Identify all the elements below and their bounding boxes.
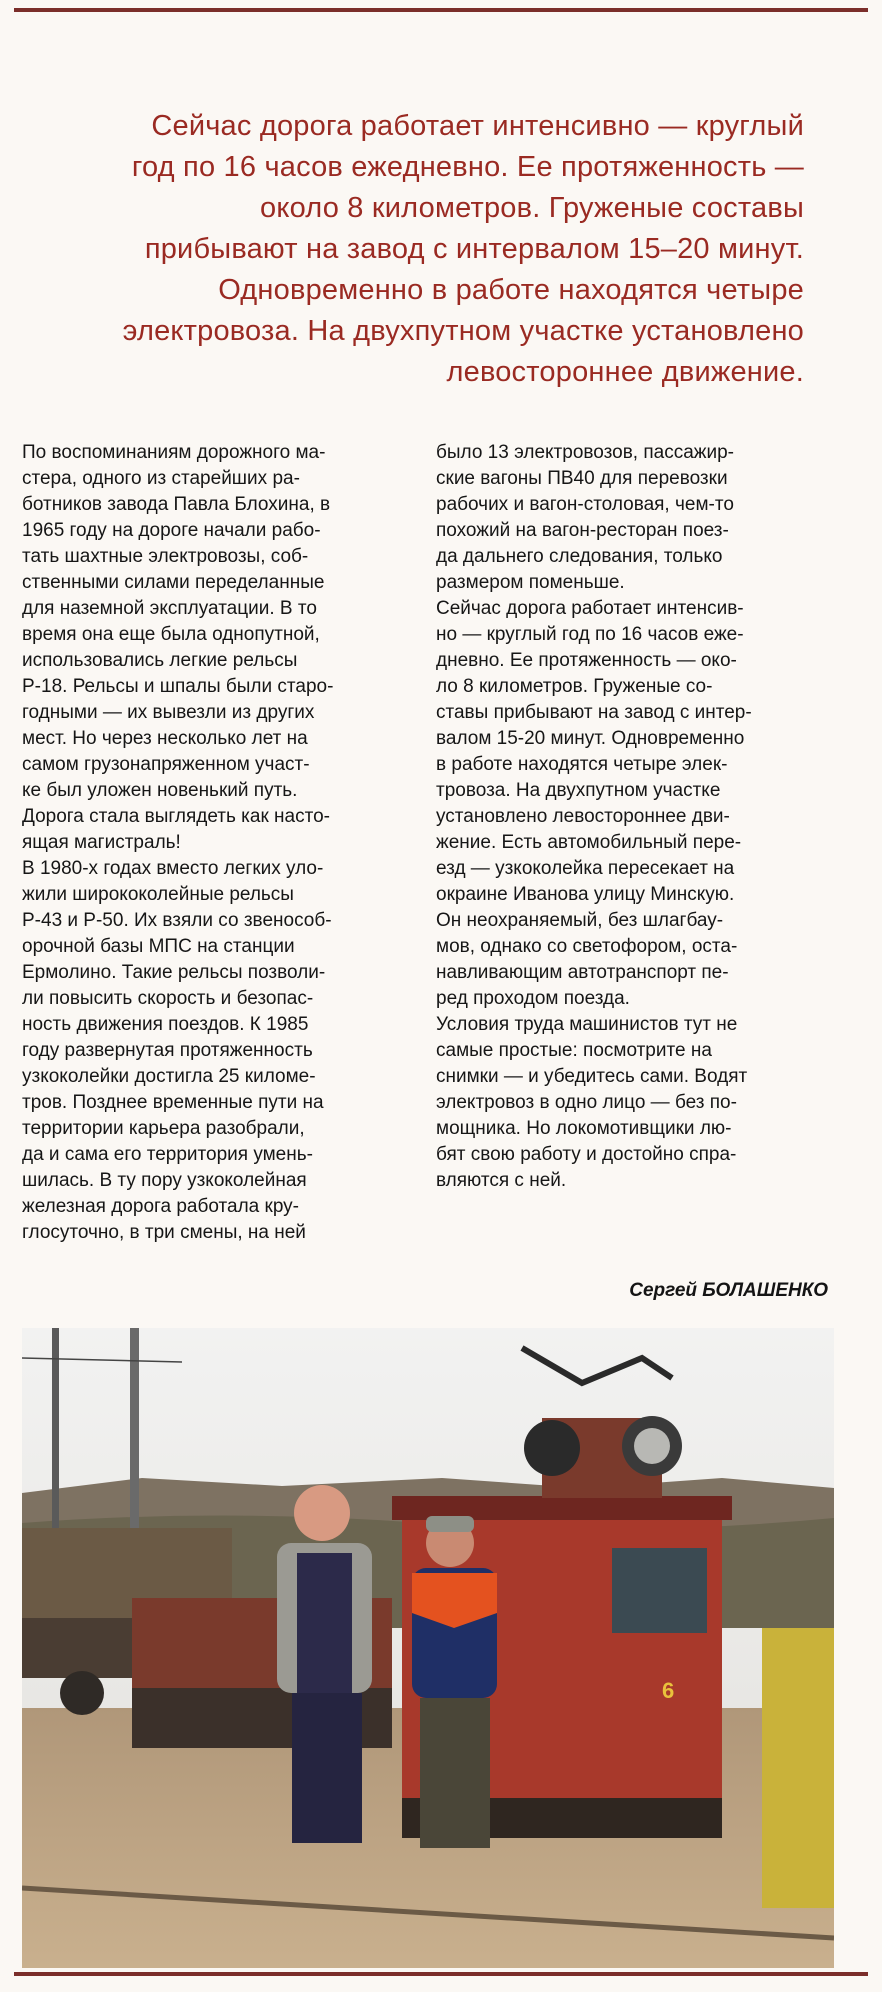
text-line: было 13 электровозов, пассажир- (436, 442, 734, 463)
pull-quote-line: Одновременно в работе находятся четыре (218, 274, 804, 306)
text-line: жили ширококолейные рельсы (22, 884, 294, 905)
text-line: мощника. Но локомотивщики лю- (436, 1118, 732, 1139)
text-line: годными — их вывезли из других (22, 702, 315, 723)
text-line: для наземной эксплуатации. В то (22, 598, 317, 619)
text-line: шилась. В ту пору узкоколейная (22, 1170, 307, 1191)
text-line: использовались легкие рельсы (22, 650, 298, 671)
person-head (294, 1485, 350, 1541)
text-line: ли повысить скорость и безопас- (22, 988, 314, 1009)
text-line: ке был уложен новенький путь. (22, 780, 298, 801)
text-line: глосуточно, в три смены, на ней (22, 1222, 306, 1243)
text-line: время она еще была однопутной, (22, 624, 320, 645)
text-line: году развернутая протяженность (22, 1040, 313, 1061)
text-line: ред проходом поезда. (436, 988, 630, 1009)
text-line: похожий на вагон-ресторан поез- (436, 520, 729, 541)
text-line: самом грузонапряженном участ- (22, 754, 310, 775)
text-line: Р-43 и Р-50. Их взяли со звенособ- (22, 910, 332, 931)
text-line: окраине Иванова улицу Минскую. (436, 884, 735, 905)
text-line: валом 15-20 минут. Одновременно (436, 728, 745, 749)
article-column-right (436, 440, 837, 1194)
text-line: навливающим автотранспорт пе- (436, 962, 729, 983)
text-line: Р-18. Рельсы и шпалы были старо- (22, 676, 334, 697)
text-line: ность движения поездов. К 1985 (22, 1014, 309, 1035)
yellow-locomotive (762, 1628, 834, 1908)
wheel (60, 1671, 104, 1715)
author-byline: Сергей БОЛАШЕНКО (629, 1280, 828, 1301)
text-line: Он неохраняемый, без шлагбау- (436, 910, 724, 931)
text-line: электровоз в одно лицо — без по- (436, 1092, 737, 1113)
text-line: По воспоминаниям дорожного ма- (22, 442, 326, 463)
text-line: ящая магистраль! (22, 832, 181, 853)
headlamp-lens (634, 1428, 670, 1464)
pull-quote-line: прибывают на завод с интервалом 15–20 минут. (144, 233, 804, 265)
person-legs (420, 1698, 490, 1848)
top-rule (14, 8, 868, 12)
pull-quote-line: электровоза. На двухпутном участке установлено (122, 315, 804, 347)
text-line: территории карьера разобрали, (22, 1118, 305, 1139)
text-line: дневно. Ее протяженность — око- (436, 650, 737, 671)
text-line: снимки — и убедитесь сами. Водят (436, 1066, 748, 1087)
text-line: езд — узкоколейка пересекает на (436, 858, 735, 879)
pull-quote-line: Сейчас дорога работает интенсивно — круглый (151, 110, 804, 142)
text-line: узкоколейки достигла 25 киломе- (22, 1066, 316, 1087)
pull-quote-line: около 8 километров. Груженые составы (260, 192, 804, 224)
text-line: тать шахтные электровозы, соб- (22, 546, 309, 567)
text-line: ло 8 километров. Груженые со- (436, 676, 713, 697)
pull-quote-line: год по 16 часов ежедневно. Ее протяженность — (131, 151, 804, 183)
pull-quote-line: левостороннее движение. (446, 356, 804, 388)
text-line: ботников завода Павла Блохина, в (22, 494, 331, 515)
locomotive-window (612, 1548, 707, 1633)
pole-1 (52, 1328, 59, 1528)
person-overalls (297, 1553, 352, 1703)
text-line: да дальнего следования, только (436, 546, 723, 567)
text-line: установлено левостороннее дви- (436, 806, 730, 827)
text-line: В 1980-х годах вместо легких уло- (22, 858, 324, 879)
text-line: размером поменьше. (436, 572, 625, 593)
text-line: да и сама его территория умень- (22, 1144, 313, 1165)
text-line: мест. Но через несколько лет на (22, 728, 308, 749)
article-column-left (22, 440, 423, 1246)
text-line: ские вагоны ПВ40 для перевозки (436, 468, 728, 489)
locomotive-photo (22, 1328, 834, 1968)
text-line: мов, однако со светофором, оста- (436, 936, 738, 957)
text-line: Условия труда машинистов тут не (436, 1014, 738, 1035)
text-line: Ермолино. Такие рельсы позволи- (22, 962, 326, 983)
text-line: вляются с ней. (436, 1170, 567, 1191)
bottom-rule (14, 1972, 868, 1976)
headlamp-left (524, 1420, 580, 1476)
text-line: ставы прибывают на завод с интер- (436, 702, 752, 723)
text-line: тров. Позднее временные пути на (22, 1092, 324, 1113)
text-line: но — круглый год по 16 часов еже- (436, 624, 744, 645)
text-line: рабочих и вагон-столовая, чем-то (436, 494, 734, 515)
text-line: 1965 году на дороге начали рабо- (22, 520, 321, 541)
pull-quote (40, 106, 804, 393)
locomotive-number: 6 (662, 1678, 675, 1703)
text-line: орочной базы МПС на станции (22, 936, 295, 957)
text-line: Дорога стала выглядеть как насто- (22, 806, 330, 827)
text-line: тровоза. На двухпутном участке (436, 780, 721, 801)
pole-2 (130, 1328, 139, 1538)
text-line: самые простые: посмотрите на (436, 1040, 712, 1061)
text-line: в работе находятся четыре элек- (436, 754, 728, 775)
text-line: бят свою работу и достойно спра- (436, 1144, 737, 1165)
text-line: жение. Есть автомобильный пере- (436, 832, 742, 853)
text-line: ственными силами переделанные (22, 572, 325, 593)
person-legs (292, 1693, 362, 1843)
text-line: железная дорога работала кру- (22, 1196, 300, 1217)
person-cap (426, 1516, 474, 1532)
text-line: стера, одного из старейших ра- (22, 468, 300, 489)
text-line: Сейчас дорога работает интенсив- (436, 598, 744, 619)
